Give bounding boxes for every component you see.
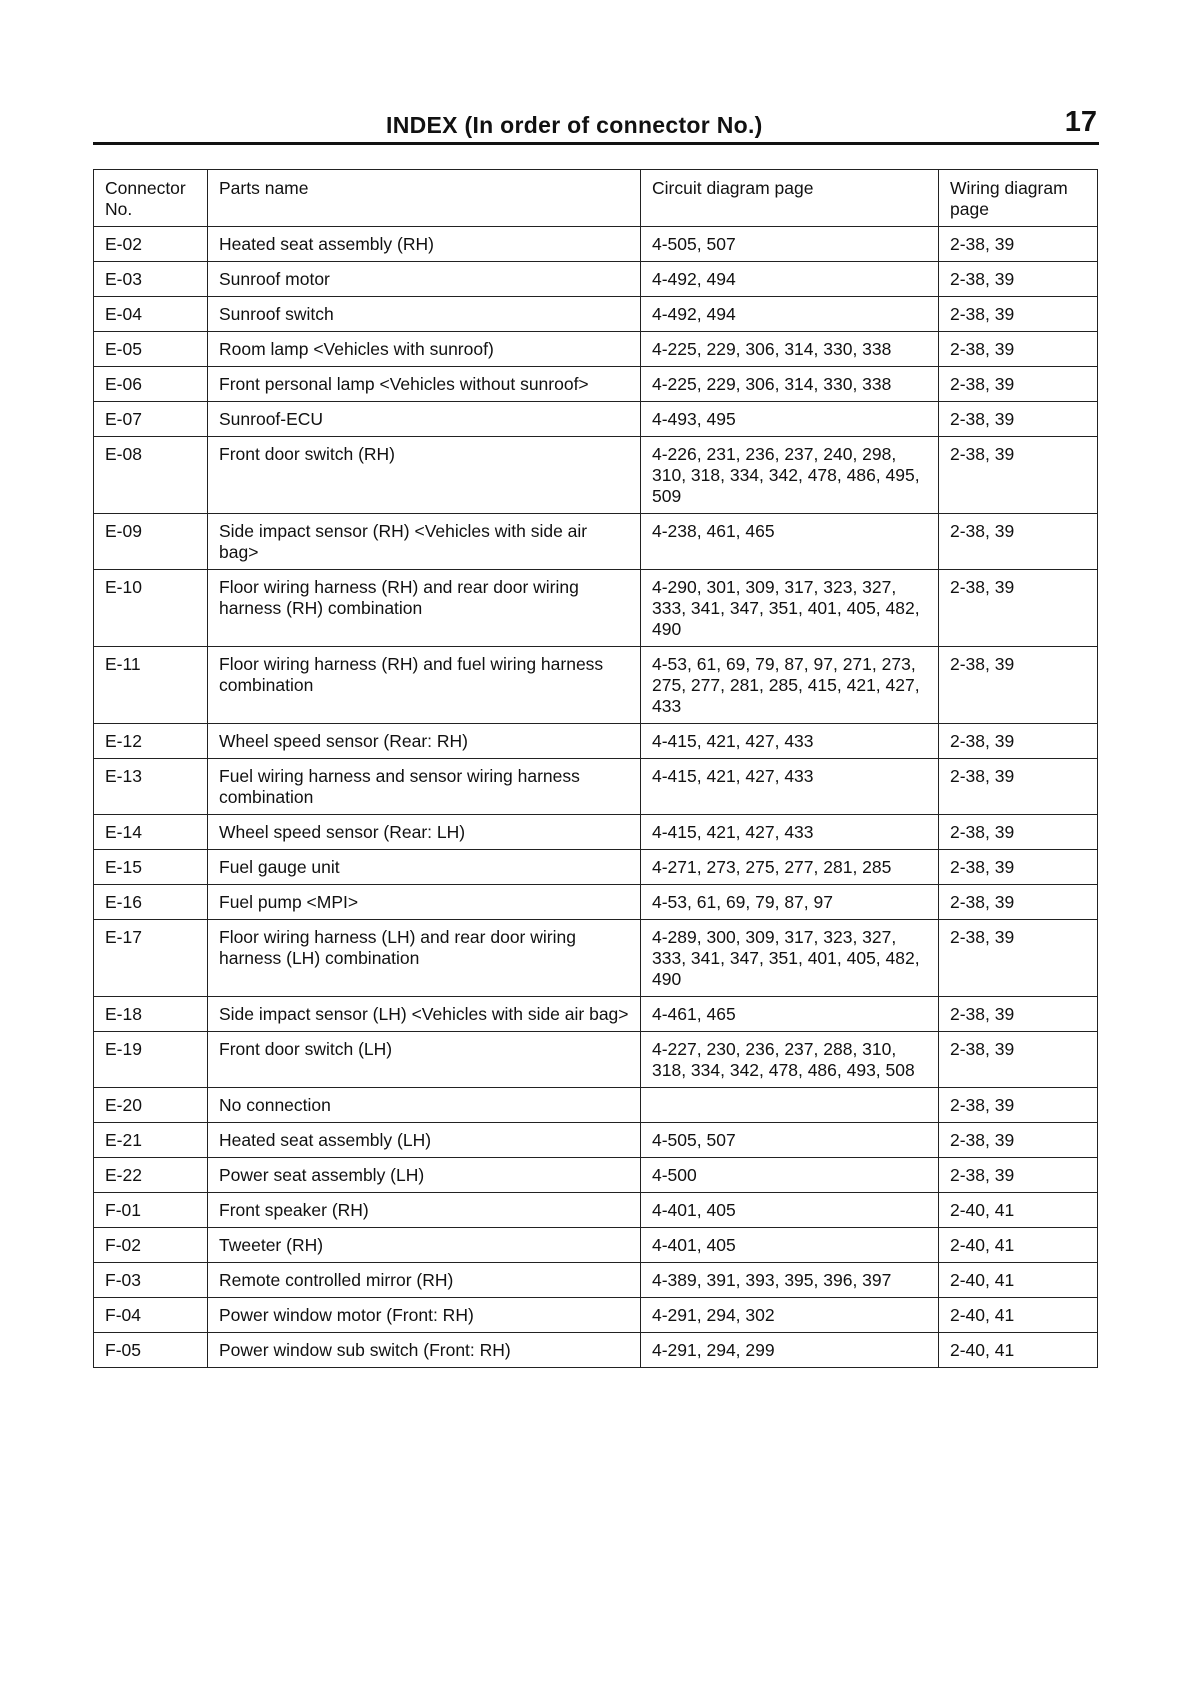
parts-name-cell: Floor wiring harness (RH) and rear door wiring harness (RH) combination xyxy=(208,570,641,647)
connector-no-cell: E-03 xyxy=(94,262,208,297)
parts-name-cell: Sunroof motor xyxy=(208,262,641,297)
wiring-page-cell: 2-40, 41 xyxy=(939,1298,1098,1333)
wiring-page-cell: 2-38, 39 xyxy=(939,920,1098,997)
connector-no-cell: E-18 xyxy=(94,997,208,1032)
circuit-page-cell: 4-389, 391, 393, 395, 396, 397 xyxy=(641,1263,939,1298)
wiring-page-cell: 2-38, 39 xyxy=(939,759,1098,815)
wiring-page-cell: 2-38, 39 xyxy=(939,332,1098,367)
connector-no-cell: E-02 xyxy=(94,227,208,262)
table-row xyxy=(94,1298,1098,1333)
table-row xyxy=(94,514,1098,570)
circuit-page-cell: 4-53, 61, 69, 79, 87, 97, 271, 273, 275, 277, 281, 285, 415, 421, 427, 433 xyxy=(641,647,939,724)
header-parts-name: Parts name xyxy=(208,170,641,227)
connector-no-cell: F-01 xyxy=(94,1193,208,1228)
connector-no-cell: E-07 xyxy=(94,402,208,437)
circuit-page-cell: 4-401, 405 xyxy=(641,1228,939,1263)
circuit-page-cell: 4-415, 421, 427, 433 xyxy=(641,759,939,815)
header-wiring-diagram-page: Wiring diagram page xyxy=(939,170,1098,227)
parts-name-cell: Tweeter (RH) xyxy=(208,1228,641,1263)
connector-no-cell: E-08 xyxy=(94,437,208,514)
table-row xyxy=(94,570,1098,647)
wiring-page-cell: 2-38, 39 xyxy=(939,227,1098,262)
parts-name-cell: Fuel gauge unit xyxy=(208,850,641,885)
wiring-page-cell: 2-38, 39 xyxy=(939,437,1098,514)
circuit-page-cell: 4-492, 494 xyxy=(641,262,939,297)
page-number: 17 xyxy=(1064,106,1097,138)
wiring-page-cell: 2-38, 39 xyxy=(939,1088,1098,1123)
table-header xyxy=(94,170,1098,227)
connector-no-cell: E-09 xyxy=(94,514,208,570)
circuit-page-cell: 4-271, 273, 275, 277, 281, 285 xyxy=(641,850,939,885)
table-row xyxy=(94,297,1098,332)
wiring-page-cell: 2-38, 39 xyxy=(939,297,1098,332)
circuit-page-cell xyxy=(641,1088,939,1123)
wiring-page-cell: 2-38, 39 xyxy=(939,647,1098,724)
connector-no-cell: E-14 xyxy=(94,815,208,850)
connector-no-cell: E-10 xyxy=(94,570,208,647)
table-row xyxy=(94,402,1098,437)
circuit-page-cell: 4-500 xyxy=(641,1158,939,1193)
table-row xyxy=(94,367,1098,402)
table-row xyxy=(94,1228,1098,1263)
connector-no-cell: F-02 xyxy=(94,1228,208,1263)
parts-name-cell: Fuel wiring harness and sensor wiring harness combination xyxy=(208,759,641,815)
circuit-page-cell: 4-53, 61, 69, 79, 87, 97 xyxy=(641,885,939,920)
table-row xyxy=(94,1088,1098,1123)
circuit-page-cell: 4-493, 495 xyxy=(641,402,939,437)
circuit-page-cell: 4-492, 494 xyxy=(641,297,939,332)
circuit-page-cell: 4-505, 507 xyxy=(641,227,939,262)
wiring-page-cell: 2-38, 39 xyxy=(939,514,1098,570)
connector-no-cell: E-13 xyxy=(94,759,208,815)
table-row xyxy=(94,227,1098,262)
connector-no-cell: E-21 xyxy=(94,1123,208,1158)
circuit-page-cell: 4-290, 301, 309, 317, 323, 327, 333, 341, 347, 351, 401, 405, 482, 490 xyxy=(641,570,939,647)
parts-name-cell: Wheel speed sensor (Rear: LH) xyxy=(208,815,641,850)
table-row xyxy=(94,1333,1098,1368)
wiring-page-cell: 2-38, 39 xyxy=(939,997,1098,1032)
connector-no-cell: F-03 xyxy=(94,1263,208,1298)
connector-no-cell: F-04 xyxy=(94,1298,208,1333)
connector-index-table xyxy=(93,169,1098,1368)
table-row xyxy=(94,437,1098,514)
wiring-page-cell: 2-40, 41 xyxy=(939,1263,1098,1298)
parts-name-cell: Front door switch (LH) xyxy=(208,1032,641,1088)
parts-name-cell: Remote controlled mirror (RH) xyxy=(208,1263,641,1298)
parts-name-cell: Front personal lamp <Vehicles without sunroof> xyxy=(208,367,641,402)
table-row xyxy=(94,815,1098,850)
wiring-page-cell: 2-38, 39 xyxy=(939,262,1098,297)
parts-name-cell: Heated seat assembly (LH) xyxy=(208,1123,641,1158)
parts-name-cell: Floor wiring harness (LH) and rear door wiring harness (LH) combination xyxy=(208,920,641,997)
parts-name-cell: Fuel pump <MPI> xyxy=(208,885,641,920)
circuit-page-cell: 4-225, 229, 306, 314, 330, 338 xyxy=(641,367,939,402)
header-connector-no: Connector No. xyxy=(94,170,208,227)
connector-no-cell: E-11 xyxy=(94,647,208,724)
circuit-page-cell: 4-505, 507 xyxy=(641,1123,939,1158)
circuit-page-cell: 4-291, 294, 302 xyxy=(641,1298,939,1333)
parts-name-cell: Sunroof switch xyxy=(208,297,641,332)
table-row xyxy=(94,1032,1098,1088)
wiring-page-cell: 2-38, 39 xyxy=(939,885,1098,920)
page-title: INDEX (In order of connector No.) xyxy=(386,112,763,138)
parts-name-cell: Wheel speed sensor (Rear: RH) xyxy=(208,724,641,759)
table-row xyxy=(94,920,1098,997)
circuit-page-cell: 4-225, 229, 306, 314, 330, 338 xyxy=(641,332,939,367)
connector-no-cell: E-16 xyxy=(94,885,208,920)
table-row xyxy=(94,647,1098,724)
header-circuit-diagram-page: Circuit diagram page xyxy=(641,170,939,227)
parts-name-cell: No connection xyxy=(208,1088,641,1123)
table-row xyxy=(94,724,1098,759)
parts-name-cell: Side impact sensor (LH) <Vehicles with side air bag> xyxy=(208,997,641,1032)
parts-name-cell: Floor wiring harness (RH) and fuel wiring harness combination xyxy=(208,647,641,724)
connector-no-cell: E-17 xyxy=(94,920,208,997)
circuit-page-cell: 4-415, 421, 427, 433 xyxy=(641,724,939,759)
table-row xyxy=(94,332,1098,367)
table-row xyxy=(94,1123,1098,1158)
parts-name-cell: Power window motor (Front: RH) xyxy=(208,1298,641,1333)
connector-no-cell: F-05 xyxy=(94,1333,208,1368)
circuit-page-cell: 4-461, 465 xyxy=(641,997,939,1032)
parts-name-cell: Side impact sensor (RH) <Vehicles with side air bag> xyxy=(208,514,641,570)
wiring-page-cell: 2-38, 39 xyxy=(939,402,1098,437)
wiring-page-cell: 2-40, 41 xyxy=(939,1333,1098,1368)
connector-no-cell: E-22 xyxy=(94,1158,208,1193)
parts-name-cell: Front door switch (RH) xyxy=(208,437,641,514)
circuit-page-cell: 4-415, 421, 427, 433 xyxy=(641,815,939,850)
connector-no-cell: E-19 xyxy=(94,1032,208,1088)
circuit-page-cell: 4-227, 230, 236, 237, 288, 310, 318, 334, 342, 478, 486, 493, 508 xyxy=(641,1032,939,1088)
wiring-page-cell: 2-38, 39 xyxy=(939,724,1098,759)
table-row xyxy=(94,997,1098,1032)
table-row xyxy=(94,1193,1098,1228)
circuit-page-cell: 4-289, 300, 309, 317, 323, 327, 333, 341, 347, 351, 401, 405, 482, 490 xyxy=(641,920,939,997)
connector-no-cell: E-20 xyxy=(94,1088,208,1123)
parts-name-cell: Sunroof-ECU xyxy=(208,402,641,437)
wiring-page-cell: 2-40, 41 xyxy=(939,1228,1098,1263)
parts-name-cell: Front speaker (RH) xyxy=(208,1193,641,1228)
wiring-page-cell: 2-38, 39 xyxy=(939,850,1098,885)
connector-no-cell: E-15 xyxy=(94,850,208,885)
page-header xyxy=(93,102,1099,145)
circuit-page-cell: 4-226, 231, 236, 237, 240, 298, 310, 318, 334, 342, 478, 486, 495, 509 xyxy=(641,437,939,514)
parts-name-cell: Room lamp <Vehicles with sunroof) xyxy=(208,332,641,367)
wiring-page-cell: 2-38, 39 xyxy=(939,1032,1098,1088)
connector-no-cell: E-05 xyxy=(94,332,208,367)
parts-name-cell: Power window sub switch (Front: RH) xyxy=(208,1333,641,1368)
parts-name-cell: Heated seat assembly (RH) xyxy=(208,227,641,262)
table-row xyxy=(94,1158,1098,1193)
table-row xyxy=(94,850,1098,885)
parts-name-cell: Power seat assembly (LH) xyxy=(208,1158,641,1193)
connector-no-cell: E-04 xyxy=(94,297,208,332)
wiring-page-cell: 2-38, 39 xyxy=(939,570,1098,647)
wiring-page-cell: 2-38, 39 xyxy=(939,1123,1098,1158)
table-row xyxy=(94,885,1098,920)
circuit-page-cell: 4-238, 461, 465 xyxy=(641,514,939,570)
table-row xyxy=(94,262,1098,297)
wiring-page-cell: 2-38, 39 xyxy=(939,1158,1098,1193)
table-body xyxy=(94,227,1098,1368)
table-row xyxy=(94,1263,1098,1298)
table-row xyxy=(94,759,1098,815)
connector-no-cell: E-06 xyxy=(94,367,208,402)
header-row xyxy=(94,170,1098,227)
circuit-page-cell: 4-401, 405 xyxy=(641,1193,939,1228)
connector-no-cell: E-12 xyxy=(94,724,208,759)
wiring-page-cell: 2-38, 39 xyxy=(939,367,1098,402)
wiring-page-cell: 2-38, 39 xyxy=(939,815,1098,850)
wiring-page-cell: 2-40, 41 xyxy=(939,1193,1098,1228)
circuit-page-cell: 4-291, 294, 299 xyxy=(641,1333,939,1368)
